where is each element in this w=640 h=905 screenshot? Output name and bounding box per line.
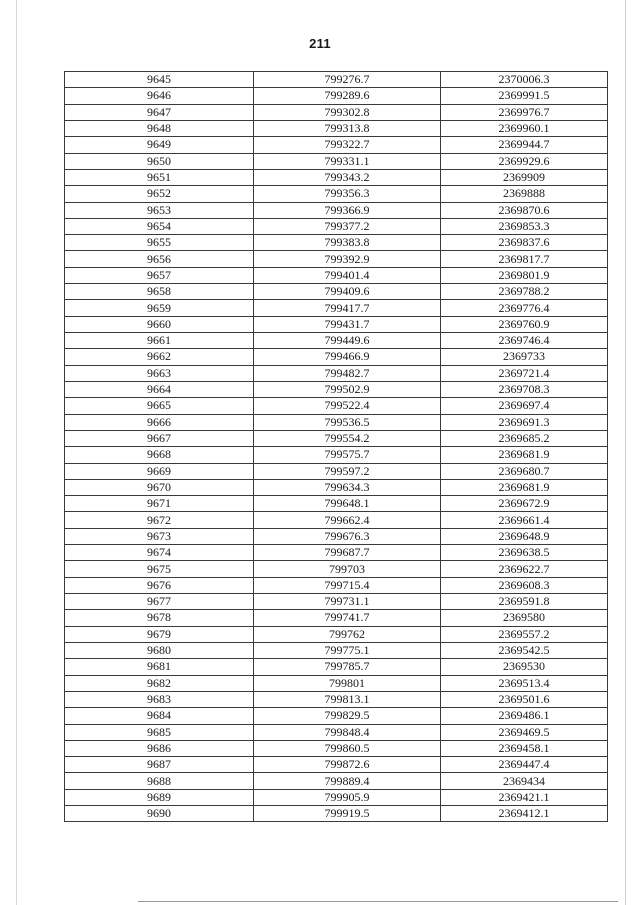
table-row bbox=[65, 642, 608, 658]
table-row bbox=[65, 120, 608, 136]
table-row bbox=[65, 202, 608, 218]
x-coordinate-cell: 799289.6 bbox=[254, 88, 441, 104]
point-number-cell: 9674 bbox=[65, 545, 254, 561]
x-coordinate-cell: 799417.7 bbox=[254, 300, 441, 316]
point-number-cell: 9666 bbox=[65, 414, 254, 430]
point-number-cell: 9645 bbox=[65, 72, 254, 88]
table-row bbox=[65, 251, 608, 267]
y-coordinate-cell: 2369929.6 bbox=[441, 153, 608, 169]
table-row bbox=[65, 316, 608, 332]
table-row bbox=[65, 773, 608, 789]
y-coordinate-cell: 2369513.4 bbox=[441, 675, 608, 691]
table-row bbox=[65, 463, 608, 479]
table-row bbox=[65, 496, 608, 512]
y-coordinate-cell: 2369685.2 bbox=[441, 430, 608, 446]
page-scan-edge bbox=[16, 0, 17, 905]
coordinates-table-body bbox=[65, 72, 608, 822]
y-coordinate-cell: 2369976.7 bbox=[441, 104, 608, 120]
x-coordinate-cell: 799366.9 bbox=[254, 202, 441, 218]
x-coordinate-cell: 799302.8 bbox=[254, 104, 441, 120]
table-row bbox=[65, 267, 608, 283]
y-coordinate-cell: 2369760.9 bbox=[441, 316, 608, 332]
point-number-cell: 9655 bbox=[65, 235, 254, 251]
table-row bbox=[65, 72, 608, 88]
table-row bbox=[65, 610, 608, 626]
y-coordinate-cell: 2369681.9 bbox=[441, 479, 608, 495]
y-coordinate-cell: 2369681.9 bbox=[441, 447, 608, 463]
point-number-cell: 9651 bbox=[65, 169, 254, 185]
point-number-cell: 9685 bbox=[65, 724, 254, 740]
x-coordinate-cell: 799687.7 bbox=[254, 545, 441, 561]
y-coordinate-cell: 2369721.4 bbox=[441, 365, 608, 381]
x-coordinate-cell: 799741.7 bbox=[254, 610, 441, 626]
x-coordinate-cell: 799597.2 bbox=[254, 463, 441, 479]
table-row bbox=[65, 365, 608, 381]
table-row bbox=[65, 430, 608, 446]
y-coordinate-cell: 2369648.9 bbox=[441, 528, 608, 544]
point-number-cell: 9675 bbox=[65, 561, 254, 577]
point-number-cell: 9684 bbox=[65, 708, 254, 724]
point-number-cell: 9670 bbox=[65, 479, 254, 495]
table-row bbox=[65, 577, 608, 593]
y-coordinate-cell: 2369853.3 bbox=[441, 218, 608, 234]
y-coordinate-cell: 2369672.9 bbox=[441, 496, 608, 512]
point-number-cell: 9677 bbox=[65, 594, 254, 610]
page-scan-edge bbox=[625, 0, 626, 905]
y-coordinate-cell: 2369501.6 bbox=[441, 691, 608, 707]
y-coordinate-cell: 2369746.4 bbox=[441, 333, 608, 349]
y-coordinate-cell: 2369530 bbox=[441, 659, 608, 675]
x-coordinate-cell: 799482.7 bbox=[254, 365, 441, 381]
x-coordinate-cell: 799466.9 bbox=[254, 349, 441, 365]
x-coordinate-cell: 799648.1 bbox=[254, 496, 441, 512]
y-coordinate-cell: 2369469.5 bbox=[441, 724, 608, 740]
x-coordinate-cell: 799536.5 bbox=[254, 414, 441, 430]
point-number-cell: 9654 bbox=[65, 218, 254, 234]
point-number-cell: 9669 bbox=[65, 463, 254, 479]
x-coordinate-cell: 799919.5 bbox=[254, 806, 441, 822]
page-number: 211 bbox=[309, 36, 331, 51]
y-coordinate-cell: 2369486.1 bbox=[441, 708, 608, 724]
point-number-cell: 9678 bbox=[65, 610, 254, 626]
x-coordinate-cell: 799762 bbox=[254, 626, 441, 642]
x-coordinate-cell: 799401.4 bbox=[254, 267, 441, 283]
x-coordinate-cell: 799383.8 bbox=[254, 235, 441, 251]
table-row bbox=[65, 88, 608, 104]
point-number-cell: 9662 bbox=[65, 349, 254, 365]
table-row bbox=[65, 708, 608, 724]
y-coordinate-cell: 2369680.7 bbox=[441, 463, 608, 479]
point-number-cell: 9688 bbox=[65, 773, 254, 789]
table-row bbox=[65, 691, 608, 707]
y-coordinate-cell: 2369837.6 bbox=[441, 235, 608, 251]
table-row bbox=[65, 545, 608, 561]
x-coordinate-cell: 799502.9 bbox=[254, 381, 441, 397]
table-row bbox=[65, 104, 608, 120]
table-row bbox=[65, 153, 608, 169]
point-number-cell: 9656 bbox=[65, 251, 254, 267]
y-coordinate-cell: 2369434 bbox=[441, 773, 608, 789]
point-number-cell: 9658 bbox=[65, 284, 254, 300]
table-row bbox=[65, 806, 608, 822]
point-number-cell: 9663 bbox=[65, 365, 254, 381]
table-row bbox=[65, 137, 608, 153]
point-number-cell: 9681 bbox=[65, 659, 254, 675]
y-coordinate-cell: 2369944.7 bbox=[441, 137, 608, 153]
x-coordinate-cell: 799848.4 bbox=[254, 724, 441, 740]
x-coordinate-cell: 799785.7 bbox=[254, 659, 441, 675]
table-row bbox=[65, 186, 608, 202]
table-row bbox=[65, 594, 608, 610]
point-number-cell: 9657 bbox=[65, 267, 254, 283]
coordinates-table-container bbox=[64, 71, 607, 822]
x-coordinate-cell: 799377.2 bbox=[254, 218, 441, 234]
x-coordinate-cell: 799775.1 bbox=[254, 642, 441, 658]
point-number-cell: 9649 bbox=[65, 137, 254, 153]
x-coordinate-cell: 799449.6 bbox=[254, 333, 441, 349]
y-coordinate-cell: 2369591.8 bbox=[441, 594, 608, 610]
table-row bbox=[65, 414, 608, 430]
table-row bbox=[65, 561, 608, 577]
table-row bbox=[65, 789, 608, 805]
y-coordinate-cell: 2369638.5 bbox=[441, 545, 608, 561]
x-coordinate-cell: 799905.9 bbox=[254, 789, 441, 805]
point-number-cell: 9676 bbox=[65, 577, 254, 593]
y-coordinate-cell: 2369458.1 bbox=[441, 740, 608, 756]
table-row bbox=[65, 398, 608, 414]
y-coordinate-cell: 2369788.2 bbox=[441, 284, 608, 300]
y-coordinate-cell: 2369622.7 bbox=[441, 561, 608, 577]
y-coordinate-cell: 2369447.4 bbox=[441, 757, 608, 773]
table-row bbox=[65, 235, 608, 251]
point-number-cell: 9660 bbox=[65, 316, 254, 332]
y-coordinate-cell: 2369421.1 bbox=[441, 789, 608, 805]
page-scan-edge bbox=[138, 901, 618, 902]
point-number-cell: 9679 bbox=[65, 626, 254, 642]
table-row bbox=[65, 659, 608, 675]
x-coordinate-cell: 799731.1 bbox=[254, 594, 441, 610]
y-coordinate-cell: 2369801.9 bbox=[441, 267, 608, 283]
point-number-cell: 9671 bbox=[65, 496, 254, 512]
table-row bbox=[65, 381, 608, 397]
table-row bbox=[65, 528, 608, 544]
y-coordinate-cell: 2369960.1 bbox=[441, 120, 608, 136]
point-number-cell: 9664 bbox=[65, 381, 254, 397]
x-coordinate-cell: 799813.1 bbox=[254, 691, 441, 707]
point-number-cell: 9648 bbox=[65, 120, 254, 136]
point-number-cell: 9686 bbox=[65, 740, 254, 756]
x-coordinate-cell: 799356.3 bbox=[254, 186, 441, 202]
x-coordinate-cell: 799322.7 bbox=[254, 137, 441, 153]
point-number-cell: 9680 bbox=[65, 642, 254, 658]
x-coordinate-cell: 799409.6 bbox=[254, 284, 441, 300]
y-coordinate-cell: 2369580 bbox=[441, 610, 608, 626]
x-coordinate-cell: 799276.7 bbox=[254, 72, 441, 88]
point-number-cell: 9690 bbox=[65, 806, 254, 822]
x-coordinate-cell: 799343.2 bbox=[254, 169, 441, 185]
x-coordinate-cell: 799313.8 bbox=[254, 120, 441, 136]
x-coordinate-cell: 799889.4 bbox=[254, 773, 441, 789]
table-row bbox=[65, 740, 608, 756]
y-coordinate-cell: 2369697.4 bbox=[441, 398, 608, 414]
x-coordinate-cell: 799801 bbox=[254, 675, 441, 691]
y-coordinate-cell: 2369557.2 bbox=[441, 626, 608, 642]
y-coordinate-cell: 2369691.3 bbox=[441, 414, 608, 430]
x-coordinate-cell: 799431.7 bbox=[254, 316, 441, 332]
point-number-cell: 9683 bbox=[65, 691, 254, 707]
x-coordinate-cell: 799554.2 bbox=[254, 430, 441, 446]
y-coordinate-cell: 2369776.4 bbox=[441, 300, 608, 316]
y-coordinate-cell: 2369412.1 bbox=[441, 806, 608, 822]
x-coordinate-cell: 799860.5 bbox=[254, 740, 441, 756]
y-coordinate-cell: 2369817.7 bbox=[441, 251, 608, 267]
table-row bbox=[65, 349, 608, 365]
x-coordinate-cell: 799331.1 bbox=[254, 153, 441, 169]
table-row bbox=[65, 757, 608, 773]
y-coordinate-cell: 2369661.4 bbox=[441, 512, 608, 528]
table-row bbox=[65, 447, 608, 463]
y-coordinate-cell: 2369608.3 bbox=[441, 577, 608, 593]
point-number-cell: 9682 bbox=[65, 675, 254, 691]
y-coordinate-cell: 2369870.6 bbox=[441, 202, 608, 218]
point-number-cell: 9653 bbox=[65, 202, 254, 218]
table-row bbox=[65, 675, 608, 691]
point-number-cell: 9668 bbox=[65, 447, 254, 463]
table-row bbox=[65, 626, 608, 642]
table-row bbox=[65, 512, 608, 528]
point-number-cell: 9687 bbox=[65, 757, 254, 773]
point-number-cell: 9650 bbox=[65, 153, 254, 169]
point-number-cell: 9672 bbox=[65, 512, 254, 528]
point-number-cell: 9661 bbox=[65, 333, 254, 349]
table-row bbox=[65, 169, 608, 185]
point-number-cell: 9659 bbox=[65, 300, 254, 316]
x-coordinate-cell: 799662.4 bbox=[254, 512, 441, 528]
x-coordinate-cell: 799575.7 bbox=[254, 447, 441, 463]
y-coordinate-cell: 2369888 bbox=[441, 186, 608, 202]
y-coordinate-cell: 2370006.3 bbox=[441, 72, 608, 88]
point-number-cell: 9667 bbox=[65, 430, 254, 446]
x-coordinate-cell: 799634.3 bbox=[254, 479, 441, 495]
table-row bbox=[65, 300, 608, 316]
table-row bbox=[65, 724, 608, 740]
y-coordinate-cell: 2369909 bbox=[441, 169, 608, 185]
coordinates-table bbox=[64, 71, 608, 822]
x-coordinate-cell: 799392.9 bbox=[254, 251, 441, 267]
y-coordinate-cell: 2369542.5 bbox=[441, 642, 608, 658]
table-row bbox=[65, 218, 608, 234]
table-row bbox=[65, 333, 608, 349]
table-row bbox=[65, 479, 608, 495]
x-coordinate-cell: 799829.5 bbox=[254, 708, 441, 724]
x-coordinate-cell: 799522.4 bbox=[254, 398, 441, 414]
y-coordinate-cell: 2369708.3 bbox=[441, 381, 608, 397]
point-number-cell: 9652 bbox=[65, 186, 254, 202]
x-coordinate-cell: 799872.6 bbox=[254, 757, 441, 773]
point-number-cell: 9689 bbox=[65, 789, 254, 805]
y-coordinate-cell: 2369733 bbox=[441, 349, 608, 365]
table-row bbox=[65, 284, 608, 300]
y-coordinate-cell: 2369991.5 bbox=[441, 88, 608, 104]
point-number-cell: 9646 bbox=[65, 88, 254, 104]
x-coordinate-cell: 799676.3 bbox=[254, 528, 441, 544]
point-number-cell: 9665 bbox=[65, 398, 254, 414]
point-number-cell: 9673 bbox=[65, 528, 254, 544]
x-coordinate-cell: 799715.4 bbox=[254, 577, 441, 593]
x-coordinate-cell: 799703 bbox=[254, 561, 441, 577]
point-number-cell: 9647 bbox=[65, 104, 254, 120]
